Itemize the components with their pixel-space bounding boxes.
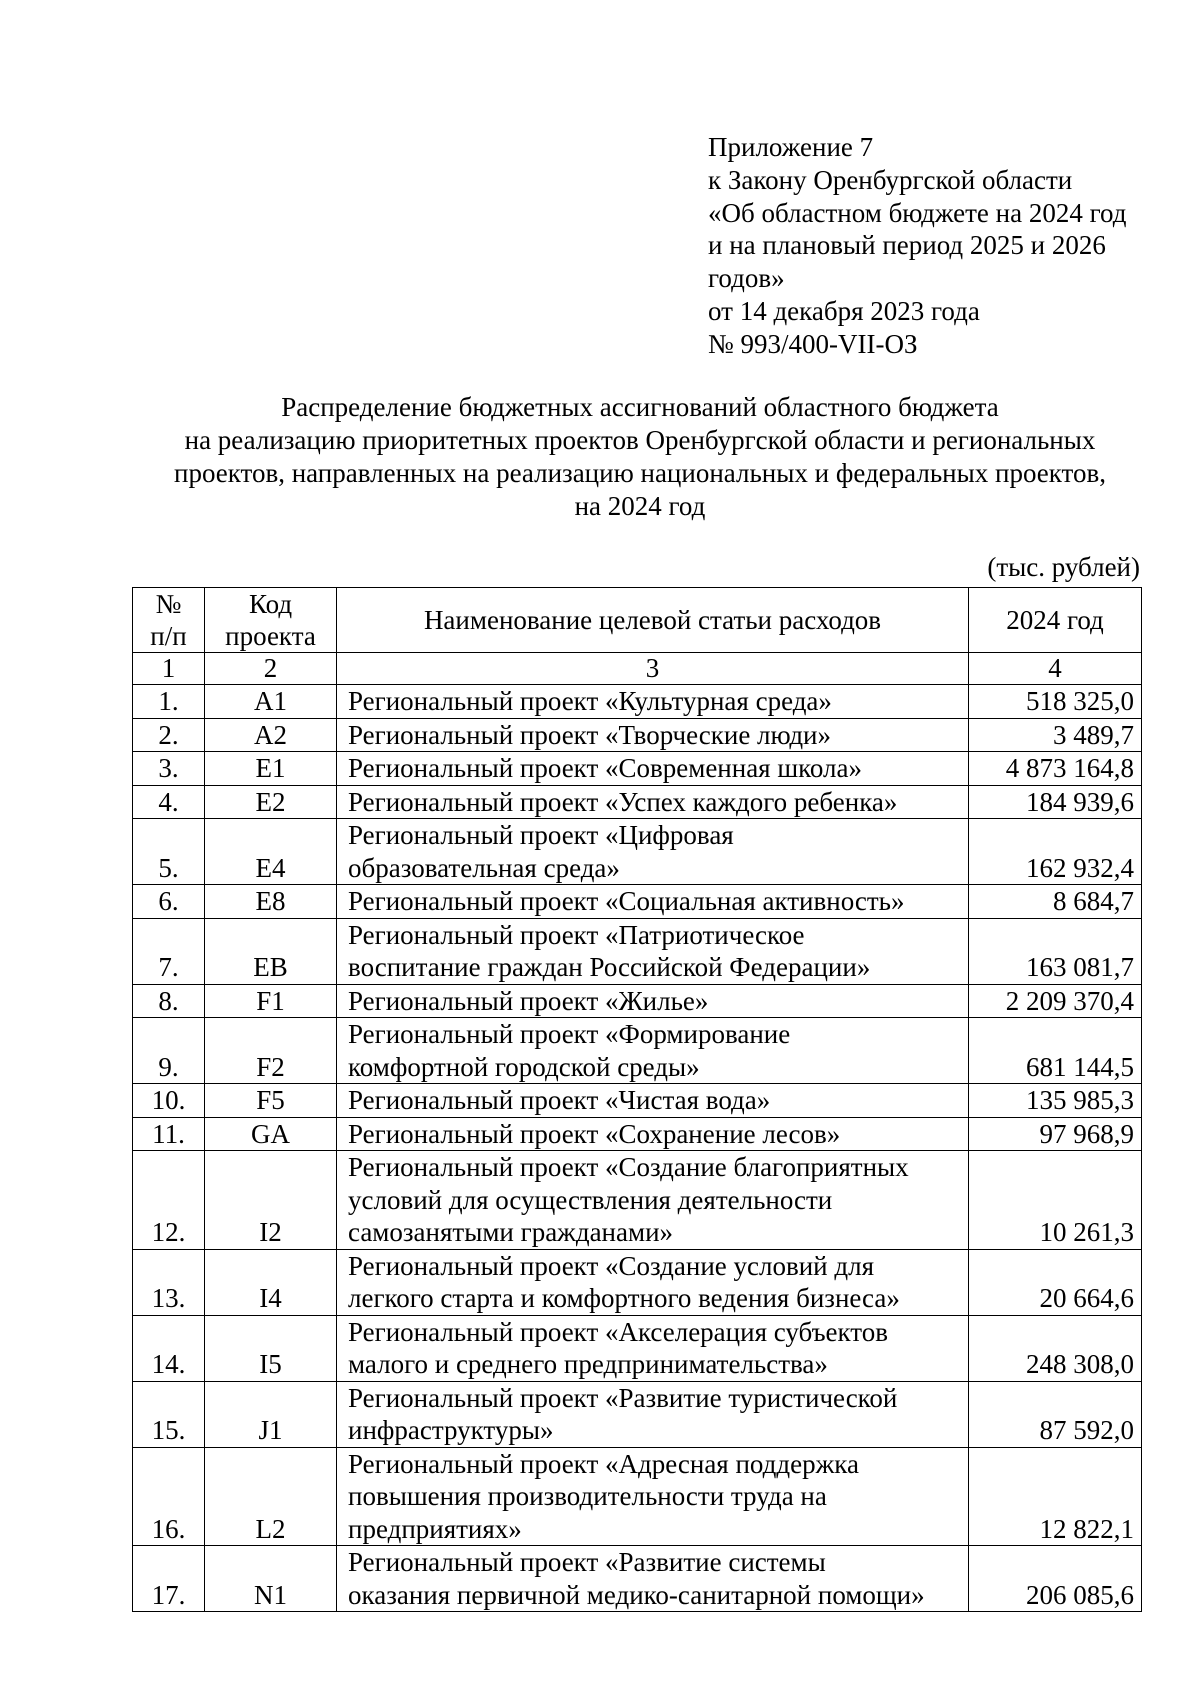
project-name: [337, 1117, 969, 1151]
row-number: 8.: [133, 984, 205, 1018]
appendix-line: «Об областном бюджете на 2024 год: [708, 197, 1127, 228]
amount-2024: 681 144,5: [969, 1018, 1142, 1084]
table-row: [133, 1546, 1142, 1612]
table-row: [133, 918, 1142, 984]
project-name-line: Региональный проект «Жилье»: [348, 985, 709, 1016]
project-code: E2: [205, 785, 337, 819]
amount-2024: 8 684,7: [969, 885, 1142, 919]
amount-2024: 162 932,4: [969, 819, 1142, 885]
project-name-line: Региональный проект «Современная школа»: [348, 753, 862, 783]
title-line: на реализацию приоритетных проектов Оренбургской области и региональных: [184, 425, 1096, 455]
project-code: I5: [205, 1315, 337, 1381]
row-number: 6.: [133, 885, 205, 919]
table-row: [133, 1249, 1142, 1315]
project-name: [337, 1151, 969, 1250]
table-row: [133, 1018, 1142, 1084]
amount-2024: 184 939,6: [969, 785, 1142, 819]
project-name-line: Региональный проект «Культурная среда»: [348, 686, 832, 716]
project-name-line: Региональный проект «Акселерация субъектов: [348, 1316, 888, 1347]
row-number: 9.: [133, 1018, 205, 1084]
project-name-line: Региональный проект «Создание условий для: [348, 1250, 875, 1281]
amount-2024: 3 489,7: [969, 718, 1142, 752]
header-code: Код проекта: [205, 588, 337, 653]
project-code: E8: [205, 885, 337, 919]
project-name-line: образовательная среда»: [348, 852, 620, 883]
project-code: A2: [205, 718, 337, 752]
table-row: [133, 1151, 1142, 1250]
project-name: [337, 1447, 969, 1546]
title-line: Распределение бюджетных ассигнований областного бюджета: [281, 392, 999, 422]
project-name: [337, 752, 969, 786]
amount-2024: 163 081,7: [969, 918, 1142, 984]
project-name-line: Региональный проект «Сохранение лесов»: [348, 1118, 841, 1149]
row-number: 5.: [133, 819, 205, 885]
appendix-line: годов»: [708, 263, 785, 294]
project-code: F1: [205, 984, 337, 1018]
project-name-line: Региональный проект «Цифровая: [348, 820, 734, 850]
project-name-line: условий для осуществления деятельности: [348, 1184, 833, 1215]
project-name: [337, 1381, 969, 1447]
appendix-line: и на плановый период 2025 и 2026: [708, 230, 1106, 261]
units-label: (тыс. рублей): [987, 552, 1140, 582]
appendix-header: [708, 131, 1178, 361]
amount-2024: 20 664,6: [969, 1249, 1142, 1315]
project-name: [337, 1315, 969, 1381]
table-row: [133, 685, 1142, 719]
project-name: [337, 685, 969, 719]
project-name: [337, 984, 969, 1018]
amount-2024: 4 873 164,8: [969, 752, 1142, 786]
project-name-line: Региональный проект «Адресная поддержка: [348, 1448, 859, 1479]
project-code: GA: [205, 1117, 337, 1151]
table-row: [133, 752, 1142, 786]
project-name-line: малого и среднего предпринимательства»: [348, 1349, 828, 1379]
header-year: 2024 год: [969, 588, 1142, 653]
row-number: 7.: [133, 918, 205, 984]
column-number: 3: [337, 653, 969, 685]
project-name-line: Региональный проект «Формирование: [348, 1019, 791, 1049]
project-name-line: повышения производительности труда на: [348, 1481, 827, 1511]
document-title: [130, 391, 1150, 523]
table-row: [133, 1315, 1142, 1381]
project-name-line: Региональный проект «Социальная активность»: [348, 886, 905, 916]
project-code: J1: [205, 1381, 337, 1447]
project-name-line: Региональный проект «Развитие системы: [348, 1547, 826, 1577]
project-code: F2: [205, 1018, 337, 1084]
row-number: 16.: [133, 1447, 205, 1546]
row-number: 2.: [133, 718, 205, 752]
project-code: I2: [205, 1151, 337, 1250]
table-row: [133, 1381, 1142, 1447]
amount-2024: 248 308,0: [969, 1315, 1142, 1381]
amount-2024: 12 822,1: [969, 1447, 1142, 1546]
table-row: [133, 984, 1142, 1018]
table-row: [133, 1447, 1142, 1546]
row-number: 13.: [133, 1249, 205, 1315]
row-number: 3.: [133, 752, 205, 786]
amount-2024: 10 261,3: [969, 1151, 1142, 1250]
table-row: [133, 1084, 1142, 1118]
project-code: E1: [205, 752, 337, 786]
project-name-line: Региональный проект «Создание благоприятных: [348, 1152, 909, 1182]
project-name-line: оказания первичной медико-санитарной помощи»: [348, 1579, 925, 1610]
table-header-row: [133, 588, 1142, 653]
amount-2024: 87 592,0: [969, 1381, 1142, 1447]
project-code: F5: [205, 1084, 337, 1118]
row-number: 15.: [133, 1381, 205, 1447]
table-row: [133, 718, 1142, 752]
row-number: 1.: [133, 685, 205, 719]
appendix-line: Приложение 7: [708, 132, 874, 162]
project-code: EB: [205, 918, 337, 984]
project-name: [337, 1249, 969, 1315]
row-number: 14.: [133, 1315, 205, 1381]
amount-2024: 97 968,9: [969, 1117, 1142, 1151]
column-number: 2: [205, 653, 337, 685]
row-number: 10.: [133, 1084, 205, 1118]
table-row: [133, 785, 1142, 819]
table-row: [133, 819, 1142, 885]
title-line: проектов, направленных на реализацию национальных и федеральных проектов,: [174, 458, 1106, 488]
header-num: № п/п: [133, 588, 205, 653]
project-name: [337, 885, 969, 919]
project-name-line: Региональный проект «Чистая вода»: [348, 1085, 771, 1115]
table-row: [133, 1117, 1142, 1151]
project-code: E4: [205, 819, 337, 885]
column-number: 4: [969, 653, 1142, 685]
project-name-line: Региональный проект «Патриотическое: [348, 919, 805, 950]
project-name-line: комфортной городской среды»: [348, 1051, 700, 1082]
budget-table: [132, 587, 1142, 1612]
project-name: [337, 785, 969, 819]
project-name-line: легкого старта и комфортного ведения бизнеса»: [348, 1283, 900, 1313]
project-name-line: Региональный проект «Творческие люди»: [348, 719, 832, 750]
project-name-line: самозанятыми гражданами»: [348, 1217, 674, 1247]
project-name-line: Региональный проект «Успех каждого ребенка»: [348, 786, 898, 817]
project-name-line: инфраструктуры»: [348, 1415, 554, 1445]
project-name: [337, 1084, 969, 1118]
appendix-line: от 14 декабря 2023 года: [708, 295, 980, 326]
amount-2024: 2 209 370,4: [969, 984, 1142, 1018]
amount-2024: 518 325,0: [969, 685, 1142, 719]
row-number: 17.: [133, 1546, 205, 1612]
project-name: [337, 1018, 969, 1084]
row-number: 4.: [133, 785, 205, 819]
project-name: [337, 819, 969, 885]
column-number-row: [133, 653, 1142, 685]
row-number: 11.: [133, 1117, 205, 1151]
project-code: N1: [205, 1546, 337, 1612]
project-name-line: Региональный проект «Развитие туристической: [348, 1382, 898, 1413]
project-code: I4: [205, 1249, 337, 1315]
row-number: 12.: [133, 1151, 205, 1250]
column-number: 1: [133, 653, 205, 685]
amount-2024: 135 985,3: [969, 1084, 1142, 1118]
project-code: L2: [205, 1447, 337, 1546]
appendix-line: № 993/400-VII-ОЗ: [708, 328, 918, 359]
amount-2024: 206 085,6: [969, 1546, 1142, 1612]
project-name-line: воспитание граждан Российской Федерации»: [348, 952, 871, 982]
header-name: Наименование целевой статьи расходов: [337, 588, 969, 653]
project-name-line: предприятиях»: [348, 1513, 522, 1544]
project-name: [337, 1546, 969, 1612]
table-row: [133, 885, 1142, 919]
appendix-line: к Закону Оренбургской области: [708, 164, 1073, 195]
title-line: на 2024 год: [574, 491, 706, 521]
project-name: [337, 918, 969, 984]
project-name: [337, 718, 969, 752]
project-code: A1: [205, 685, 337, 719]
